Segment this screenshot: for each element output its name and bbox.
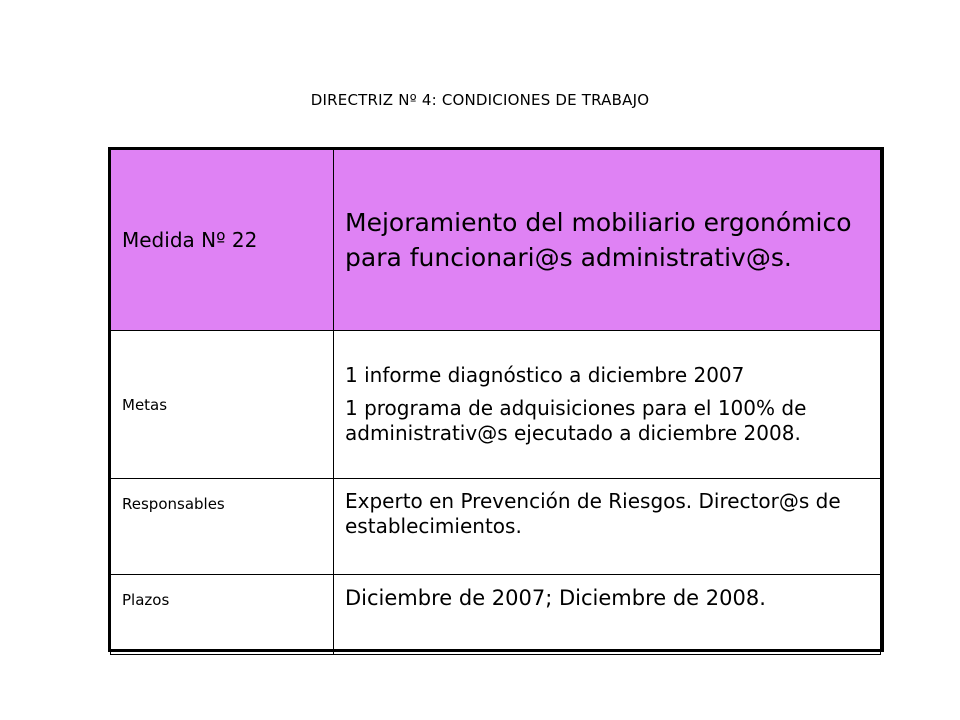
responsables-label: Responsables (111, 479, 334, 575)
measure-table (108, 147, 884, 652)
responsables-value: Experto en Prevención de Riesgos. Director@s de establecimientos. (334, 479, 881, 575)
table-row-responsables (111, 479, 881, 575)
plazos-label: Plazos (111, 575, 334, 655)
meta-item: 1 programa de adquisiciones para el 100% de administrativ@s ejecutado a diciembre 2008. (345, 396, 807, 445)
measure-table-grid (110, 149, 881, 655)
plazos-value: Diciembre de 2007; Diciembre de 2008. (334, 575, 881, 655)
measure-description: Mejoramiento del mobiliario ergonómico para funcionari@s administrativ@s. (334, 150, 881, 331)
table-row-header (111, 150, 881, 331)
metas-label: Metas (111, 331, 334, 479)
metas-values (334, 331, 881, 479)
meta-item: 1 informe diagnóstico a diciembre 2007 (345, 363, 745, 387)
page-title: DIRECTRIZ Nº 4: CONDICIONES DE TRABAJO (310, 91, 650, 109)
table-row-plazos (111, 575, 881, 655)
measure-number-label: Medida Nº 22 (111, 150, 334, 331)
table-row-metas (111, 331, 881, 479)
